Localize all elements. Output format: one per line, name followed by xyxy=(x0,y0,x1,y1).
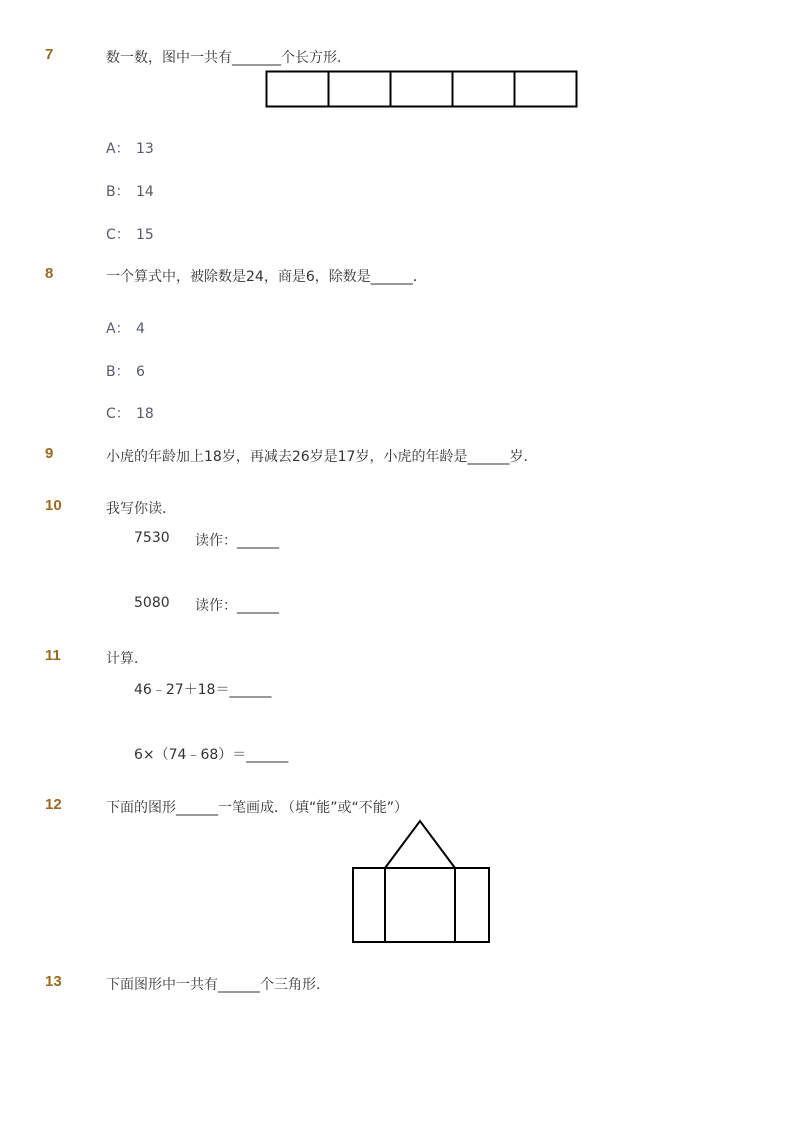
question-number: 7 xyxy=(45,46,54,63)
question-number: 10 xyxy=(45,497,62,514)
rectangles-figure xyxy=(265,70,579,110)
option-b[interactable]: B： 6 xyxy=(106,364,145,380)
option-c[interactable]: C： 15 xyxy=(106,227,154,243)
question-text: 我写你读． xyxy=(106,501,176,517)
question-text: 下面的图形______一笔画成．（填“能”或“不能”） xyxy=(106,800,409,816)
number-to-read: 5080 xyxy=(134,595,170,611)
question-text: 一个算式中，被除数是24，商是6，除数是______． xyxy=(106,269,427,285)
option-a[interactable]: A： 4 xyxy=(106,321,145,337)
calculation-item: 46﹣27＋18＝______ xyxy=(134,682,272,698)
question-text: 计算． xyxy=(106,651,148,667)
question-number: 12 xyxy=(45,796,62,813)
read-as-blank: 读作：______ xyxy=(195,533,279,549)
option-a[interactable]: A： 13 xyxy=(106,141,154,157)
option-b[interactable]: B： 14 xyxy=(106,184,154,200)
question-text: 小虎的年龄加上18岁，再减去26岁是17岁，小虎的年龄是______岁． xyxy=(106,449,538,465)
question-number: 9 xyxy=(45,445,54,462)
question-number: 11 xyxy=(45,647,61,664)
house-figure xyxy=(350,818,493,946)
question-text: 下面图形中一共有______个三角形． xyxy=(106,977,330,993)
question-number: 13 xyxy=(45,973,62,990)
question-number: 8 xyxy=(45,265,54,282)
calculation-item: 6×（74﹣68）＝______ xyxy=(134,747,289,763)
option-c[interactable]: C： 18 xyxy=(106,406,154,422)
question-text: 数一数，图中一共有_______个长方形． xyxy=(106,50,351,66)
number-to-read: 7530 xyxy=(134,530,170,546)
read-as-blank: 读作：______ xyxy=(195,598,279,614)
